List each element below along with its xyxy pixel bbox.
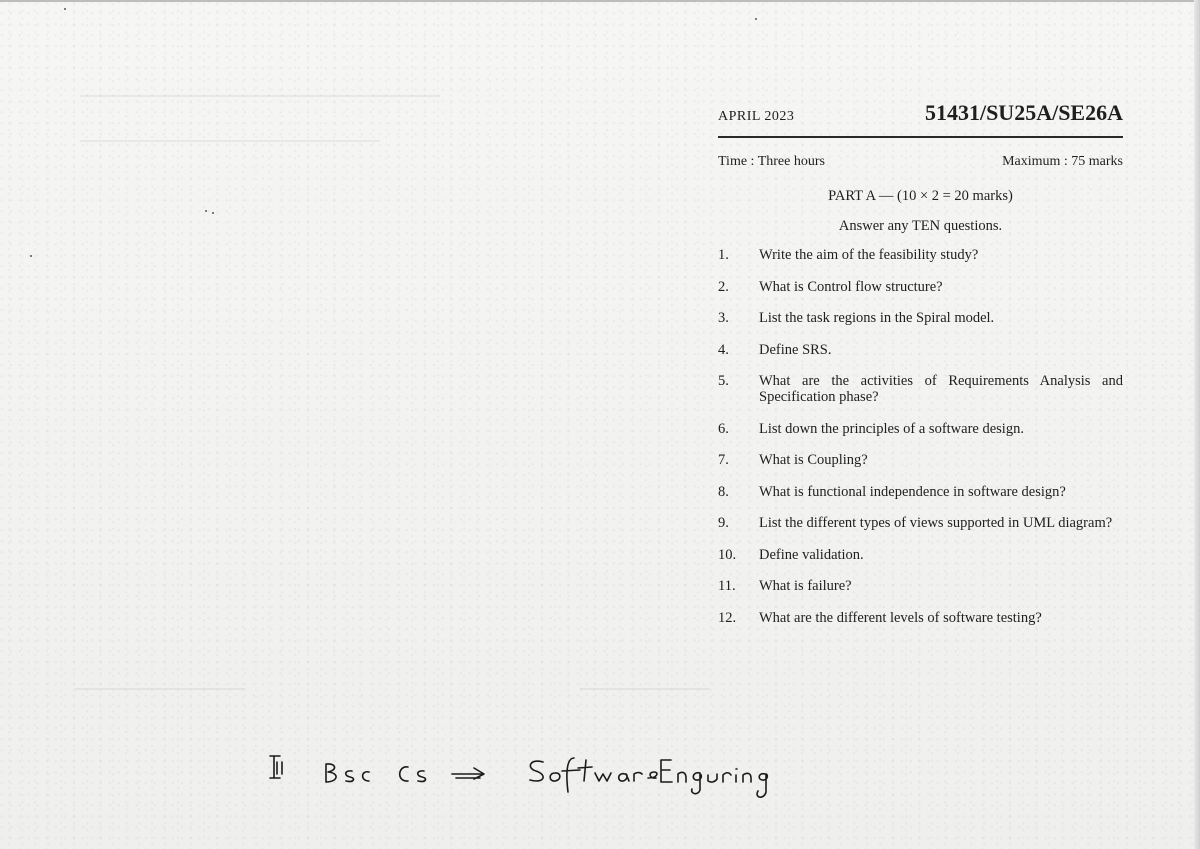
question-item [718,452,1123,468]
exam-time: Time : Three hours [718,154,825,169]
bleed-through-line [580,688,710,690]
question-number: 3. [718,310,729,326]
part-instruction: Answer any TEN questions. [838,218,1003,234]
question-item [718,342,1123,358]
question-number: 6. [718,420,729,437]
question-number: 8. [718,483,729,500]
question-number: 12. [718,609,737,626]
question-number: 7. [718,452,729,468]
question-text: Write the aim of the feasibility study? [759,247,979,263]
scan-speck [205,210,207,212]
scan-speck [64,8,66,10]
question-item [718,279,1123,295]
question-item [718,547,1123,563]
question-text: List the different types of views supported in UML diagram? [759,515,1113,531]
part-title: PART A — (10 × 2 = 20 marks) [828,188,1013,204]
exam-max-marks: Maximum : 75 marks [1002,154,1123,169]
question-number: 10. [718,546,737,563]
exam-code: 51431/SU25A/SE26A [924,100,1123,125]
question-text: List the task regions in the Spiral model. [759,310,995,326]
question-item [718,421,1123,437]
exam-meta [718,154,1123,170]
question-number: 4. [718,341,729,358]
question-text: Define validation. [759,546,864,563]
scan-speck [30,255,32,257]
scan-right-edge [1194,0,1200,849]
question-text: What is failure? [759,578,852,594]
question-item [718,373,1123,405]
question-item [718,610,1123,626]
question-text: What are the activities of Requirements Analysis and Specification phase? [759,373,1123,405]
handwritten-note [268,748,808,808]
question-number: 5. [718,373,729,389]
scan-top-edge [0,0,1200,2]
header-rule [718,136,1123,138]
question-item [718,484,1123,500]
question-text: Define SRS. [759,341,832,358]
question-text: What is functional independence in software design? [759,483,1066,500]
question-number: 2. [718,278,729,295]
scan-speck [755,18,757,20]
paper-header [718,100,1123,126]
question-text: What are the different levels of software testing? [759,609,1042,626]
question-item [718,247,1123,263]
question-text: What is Coupling? [759,452,868,468]
question-number: 9. [718,515,729,531]
bleed-through-line [80,95,440,97]
exam-month: APRIL 2023 [718,109,795,124]
question-text: What is Control flow structure? [759,278,943,295]
scan-speck [212,212,214,214]
bleed-through-line [75,688,245,690]
question-list [718,247,1123,626]
question-text: List down the principles of a software design. [759,420,1024,437]
question-item [718,310,1123,326]
bleed-through-line [80,140,380,142]
question-number: 11. [718,578,736,594]
question-number: 1. [718,247,729,263]
question-item [718,515,1123,531]
question-item [718,578,1123,594]
question-paper [718,100,1123,641]
